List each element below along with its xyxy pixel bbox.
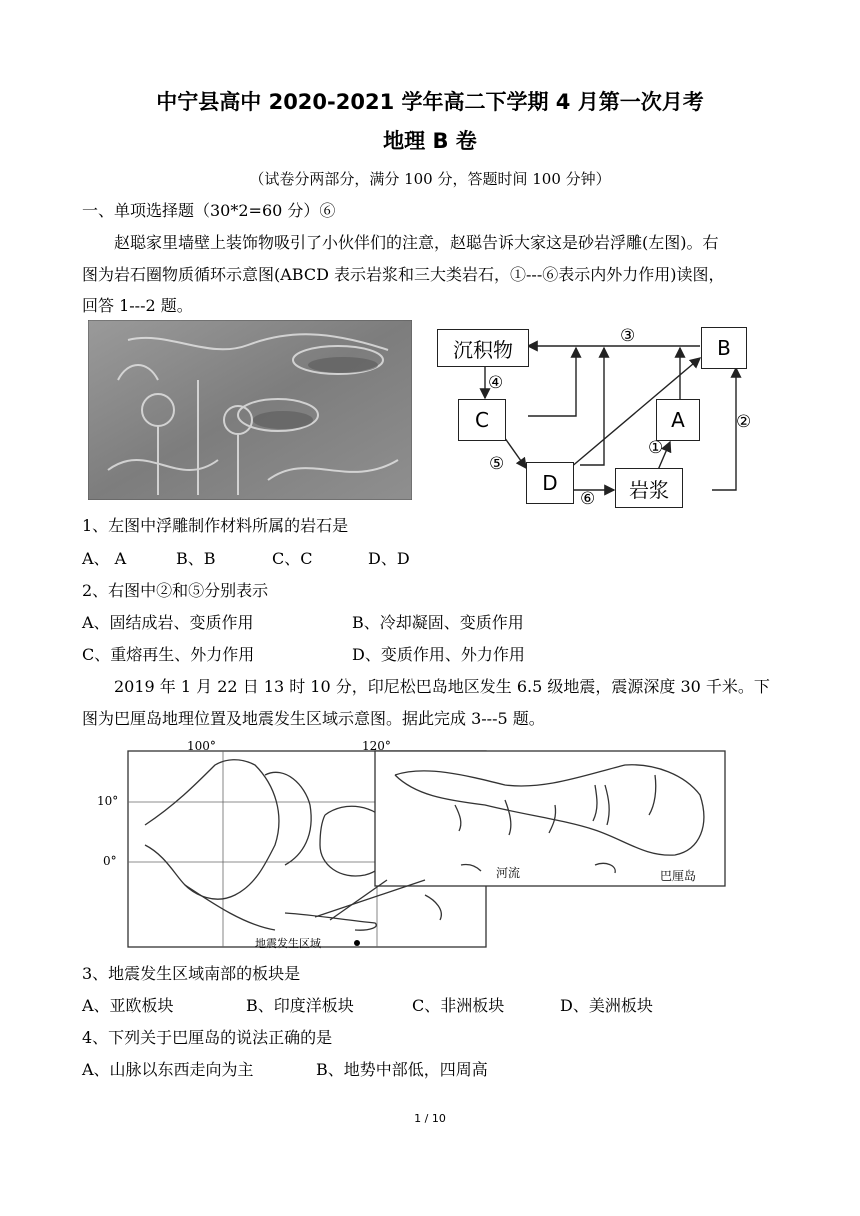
map-river-legend: 河流 [496, 866, 521, 880]
intro-line-3: 回答 1---2 题。 [82, 296, 193, 315]
q3-stem: 3、地震发生区域南部的板块是 [82, 964, 301, 983]
q1-option-b: B、B [176, 549, 216, 568]
exam-subtitle: 地理 B 卷 [383, 129, 477, 153]
label-2: ② [736, 412, 752, 432]
q3-option-b: B、印度洋板块 [246, 996, 354, 1015]
intro-line-1: 赵聪家里墙壁上装饰物吸引了小伙伴们的注意，赵聪告诉大家这是砂岩浮雕(左图)。右 [114, 233, 719, 252]
box-b: B [701, 327, 747, 369]
exam-title: 中宁县高中 2020-2021 学年高二下学期 4 月第一次月考 [156, 90, 704, 114]
map-lon-120: 120° [362, 739, 391, 753]
label-4: ④ [488, 373, 504, 393]
box-d: D [526, 462, 574, 504]
q1-option-a: A、 A [82, 549, 127, 568]
sandstone-relief-image [88, 320, 412, 500]
q1-option-d: D、D [368, 549, 410, 568]
map-bali-label: 巴厘岛 [660, 869, 697, 883]
box-a: A [656, 399, 700, 441]
page-number: 1 / 10 [414, 1112, 446, 1125]
q3-option-d: D、美洲板块 [560, 996, 653, 1015]
label-3: ③ [620, 326, 636, 346]
sediment-box: 沉积物 [437, 329, 529, 367]
map-lat-10: 10° [97, 794, 119, 808]
label-1: ① [648, 438, 664, 458]
map-lat-0: 0° [103, 854, 117, 868]
box-c: C [458, 399, 506, 441]
q2-option-c: C、重熔再生、外力作用 [82, 645, 255, 664]
intro-line-2: 图为岩石圈物质循环示意图(ABCD 表示岩浆和三大类岩石，①---⑥表示内外力作用)读图， [82, 265, 725, 284]
exam-note: （试卷分两部分，满分 100 分，答题时间 100 分钟） [249, 170, 611, 188]
magma-box: 岩浆 [615, 468, 683, 508]
q2-option-d: D、变质作用、外力作用 [352, 645, 525, 664]
bali-location-map [125, 745, 730, 951]
q4-option-a: A、山脉以东西走向为主 [82, 1060, 254, 1079]
q1-stem: 1、左图中浮雕制作材料所属的岩石是 [82, 516, 349, 535]
q4-option-b: B、地势中部低，四周高 [316, 1060, 488, 1079]
passage2-line-1: 2019 年 1 月 22 日 13 时 10 分，印尼松巴岛地区发生 6.5 级地震，震源深度 30 千米。下 [114, 677, 770, 696]
q1-option-c: C、C [272, 549, 313, 568]
map-quake-area-label: 地震发生区域 [255, 937, 321, 950]
label-6: ⑥ [580, 489, 596, 509]
q2-option-b: B、冷却凝固、变质作用 [352, 613, 524, 632]
passage2-line-2: 图为巴厘岛地理位置及地震发生区域示意图。据此完成 3---5 题。 [82, 709, 545, 728]
q2-option-a: A、固结成岩、变质作用 [82, 613, 254, 632]
q3-option-c: C、非洲板块 [412, 996, 505, 1015]
label-5: ⑤ [489, 454, 505, 474]
q4-stem: 4、下列关于巴厘岛的说法正确的是 [82, 1028, 333, 1047]
section-heading: 一、单项选择题（30*2=60 分）⑥ [82, 201, 336, 220]
q2-stem: 2、右图中②和⑤分别表示 [82, 581, 269, 600]
q3-option-a: A、亚欧板块 [82, 996, 174, 1015]
map-lon-100: 100° [187, 739, 216, 753]
